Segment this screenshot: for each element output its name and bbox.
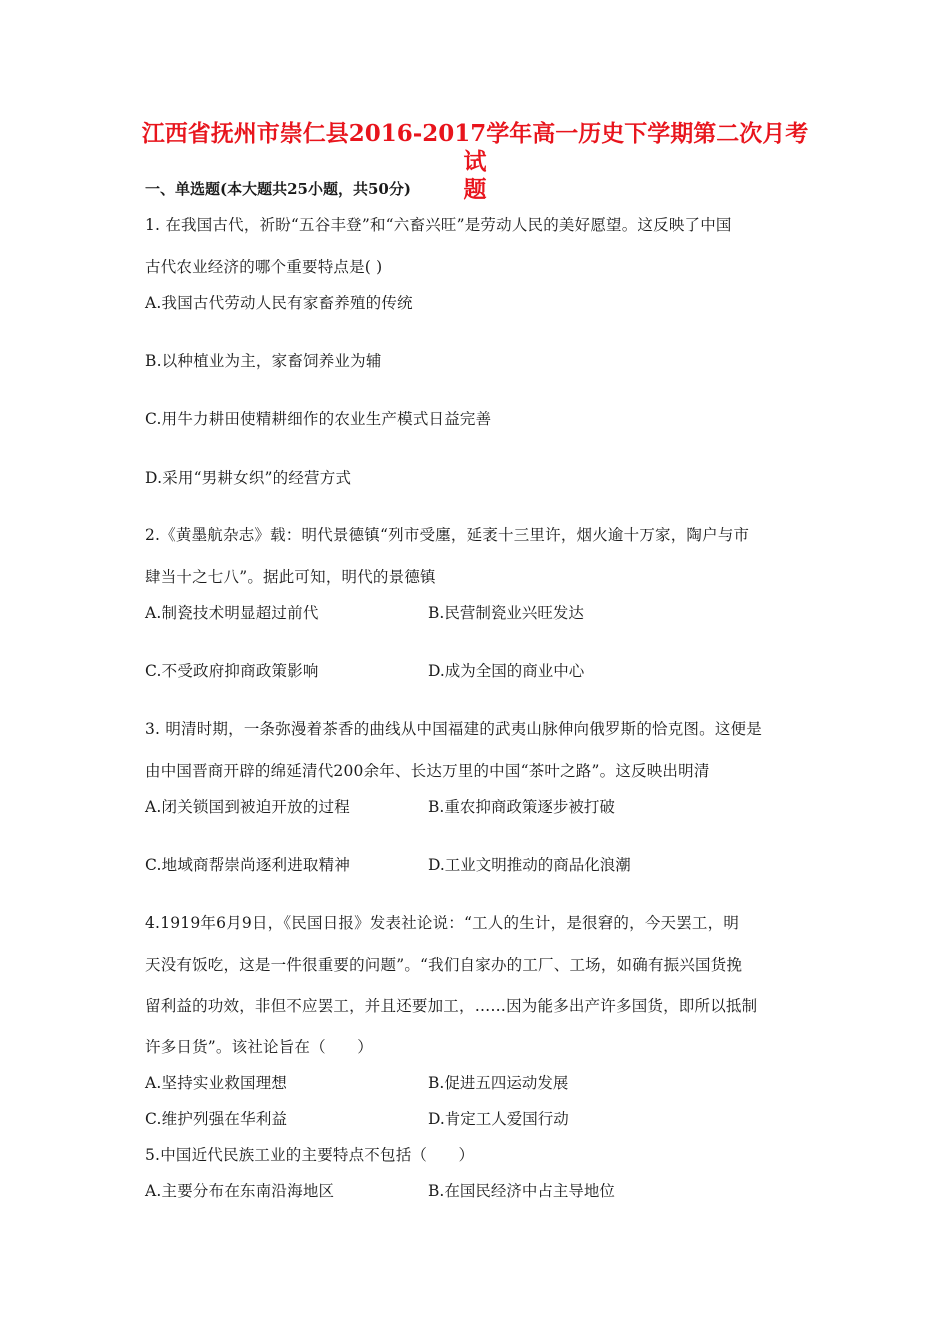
q2-option-d: D.成为全国的商业中心 (428, 662, 585, 680)
q3-stem-line-2: 由中国晋商开辟的绵延清代200余年、长达万里的中国“茶叶之路”。这反映出明清 (145, 762, 710, 780)
q1-stem-line-1: 1. 在我国古代，祈盼“五谷丰登”和“六畜兴旺”是劳动人民的美好愿望。这反映了中国 (145, 216, 732, 234)
q1-option-b: B.以种植业为主，家畜饲养业为辅 (145, 352, 382, 370)
q5-stem-line-1: 5.中国近代民族工业的主要特点不包括（ ） (145, 1146, 475, 1164)
q5-option-b: B.在国民经济中占主导地位 (428, 1182, 615, 1200)
q4-option-b: B.促进五四运动发展 (428, 1074, 569, 1092)
q3-stem-line-1: 3. 明清时期，一条弥漫着茶香的曲线从中国福建的武夷山脉伸向俄罗斯的恰克图。这便是 (145, 720, 762, 738)
q1-option-c: C.用牛力耕田使精耕细作的农业生产模式日益完善 (145, 410, 492, 428)
title-line-2: 题 (463, 176, 487, 203)
title-line-1: 江西省抚州市崇仁县2016-2017学年高一历史下学期第二次月考试 (141, 120, 809, 175)
q4-stem-line-4: 许多日货”。该社论旨在（ ） (145, 1038, 373, 1056)
q2-option-c: C.不受政府抑商政策影响 (145, 662, 319, 680)
q4-option-c: C.维护列强在华利益 (145, 1110, 288, 1128)
q1-option-d: D.采用“男耕女织”的经营方式 (145, 469, 352, 487)
section-heading: 一、单选题(本大题共25小题，共50分) (145, 180, 411, 198)
q4-stem-line-2: 天没有饭吃，这是一件很重要的问题”。“我们自家办的工厂、工场，如确有振兴国货挽 (145, 956, 743, 974)
q3-option-d: D.工业文明推动的商品化浪潮 (428, 856, 631, 874)
q3-option-b: B.重农抑商政策逐步被打破 (428, 798, 615, 816)
q4-option-a: A.坚持实业救国理想 (145, 1074, 288, 1092)
q4-stem-line-3: 留利益的功效，非但不应罢工，并且还要加工，……因为能多出产许多国货，即所以抵制 (145, 997, 758, 1015)
q2-option-a: A.制瓷技术明显超过前代 (145, 604, 319, 622)
q5-option-a: A.主要分布在东南沿海地区 (145, 1182, 335, 1200)
q3-option-c: C.地域商帮崇尚逐利进取精神 (145, 856, 351, 874)
q2-stem-line-2: 肆当十之七八”。据此可知，明代的景德镇 (145, 568, 436, 586)
q2-option-b: B.民营制瓷业兴旺发达 (428, 604, 584, 622)
q3-option-a: A.闭关锁国到被迫开放的过程 (145, 798, 350, 816)
q4-option-d: D.肯定工人爱国行动 (428, 1110, 569, 1128)
q2-stem-line-1: 2.《黄墨航杂志》载：明代景德镇“列市受廛，延袤十三里许，烟火逾十万家，陶户与市 (145, 526, 750, 544)
q4-stem-line-1: 4.1919年6月9日，《民国日报》发表社论说：“工人的生计，是很窘的，今天罢工，明 (145, 914, 740, 932)
q1-option-a: A.我国古代劳动人民有家畜养殖的传统 (145, 294, 413, 312)
q1-stem-line-2: 古代农业经济的哪个重要特点是( ) (145, 258, 383, 276)
